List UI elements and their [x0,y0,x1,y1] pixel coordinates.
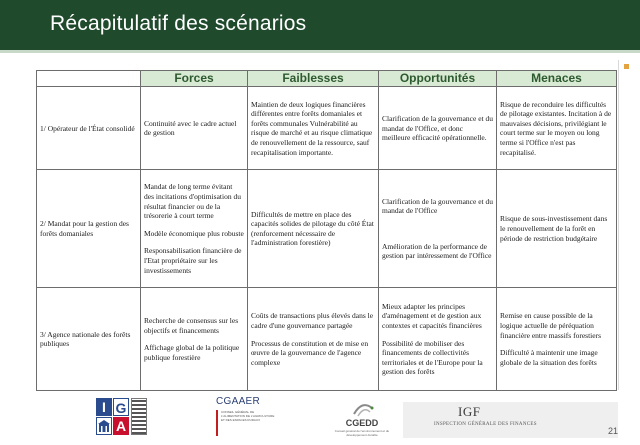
cell-text: Amélioration de la performance de gestion par intéressement de l'Office [382,241,492,261]
header-forces: Forces [141,71,248,87]
cell-text: Recherche de consensus sur les objectifs et financements [144,316,239,335]
cell-faiblesses [248,87,379,170]
header-divider [0,50,640,53]
cell-text: Difficultés de mettre en place des capacités solides de pilotage du côté État (renforcement nécessaire de l'administration forestière) [251,209,374,248]
cell-menaces [497,170,617,288]
header-menaces: Menaces [497,71,617,87]
table-row [37,170,617,288]
right-decorative-line [618,60,619,390]
cell-text: Maintien de deux logiques financières différentes entre forêts domaniales et forêts communales Vulnérabilité au risque de marché et au risque climatique de renouvellement de la ressource, sauf recapitalisation importante. [251,99,373,157]
cell-text: Responsabilisation financière de l'Etat propriétaire sur les investissements [144,246,242,275]
cell-opportunites [379,170,497,288]
iga-letter-a: A [113,417,129,435]
cgaaer-red-bar [216,410,218,436]
cgedd-swirl-icon [332,398,392,420]
row-label-scenario-1: 1/ Opérateur de l'État consolidé [37,87,141,170]
table-row [37,87,617,170]
slide-header [0,0,640,50]
cgedd-subtitle: Conseil général de l'environnement et du développement durable [334,429,390,437]
row-label-scenario-3: 3/ Agence nationale des forêts publiques [37,288,141,391]
cell-text: Remise en cause possible de la logique actuelle de péréquation financière entre massifs forestiers [500,311,601,340]
cell-text: Possibilité de mobiliser des financements de collectivités territoriales et de l'Europe pour la gestion des forêts [382,338,483,377]
slide-title: Récapitulatif des scénarios [50,12,307,35]
cell-text: Clarification de la gouvernance et du mandat de l'Office [382,196,493,216]
cell-text: Difficulté à maintenir une image globale de la situation des forêts [500,348,598,367]
iga-letter-g: G [113,398,129,416]
orange-accent-square [624,64,629,69]
cgedd-name: CGEDD [345,418,379,428]
cell-opportunites [379,288,497,391]
cell-menaces [497,288,617,391]
iga-letter-i: I [96,398,112,416]
cell-forces [141,288,248,391]
cell-text: Affichage global de la politique publique forestière [144,343,240,362]
table-row [37,288,617,391]
header-corner-cell [37,71,141,87]
cell-text: Risque de sous-investissement dans le renouvellement de la forêt en période de restriction budgétaire [500,214,608,243]
iga-emblem-icon [96,417,112,435]
header-faiblesses: Faiblesses [248,71,379,87]
cell-text: Coûts de transactions plus élevés dans le cadre d'une gouvernance partagée [251,311,374,330]
cell-menaces [497,87,617,170]
cell-text: Continuité avec le cadre actuel de gestion [144,118,237,138]
cell-forces [141,87,248,170]
building-icon [97,418,111,434]
cell-forces [141,170,248,288]
cell-text: Processus de constitution et de mise en œuvre de la gouvernance de l'agence complexe [251,338,369,367]
cell-faiblesses [248,288,379,391]
cgedd-logo [332,398,392,442]
cell-text: Mieux adapter les principes d'aménagement et de gestion aux contextes et capacités financières [382,301,482,330]
igf-logo-name: IGF [458,404,481,419]
cgaaer-subtitle: CONSEIL GÉNÉRAL DE L'ALIMENTATION DE L'AGRICULTURE ET DES ESPACES RURAUX [221,410,275,422]
swot-table [36,70,617,391]
cell-text: Mandat de long terme évitant des incitations d'optimisation du résultat financier ou de la trésorerie à court terme [144,182,241,221]
cell-text: Modèle économique plus robuste [144,228,244,238]
table-header-row [37,71,617,87]
cell-text: Risque de reconduire les difficultés de pilotage existantes. Incitation à de mauvaises décisions, privilégiant le court terme sur le moyen ou long terme si l'Office n'est pas recapitalisé. [500,99,612,157]
cgaaer-name: CGAAER [216,396,261,407]
cell-text: Clarification de la gouvernance et du mandat de l'Office, et donc meilleure efficacité opérationnelle. [382,113,493,143]
row-label-scenario-2: 2/ Mandat pour la gestion des forêts domaniales [37,170,141,288]
iga-logo [96,398,148,436]
cell-faiblesses [248,170,379,288]
igf-logo-background [403,402,618,438]
cell-opportunites [379,87,497,170]
igf-logo-subtitle: INSPECTION GÉNÉRALE DES FINANCES [434,422,537,427]
iga-pattern-icon [131,398,147,435]
header-opportunites: Opportunités [379,71,497,87]
page-number: 21 [608,426,619,436]
cgaaer-logo [216,396,282,440]
